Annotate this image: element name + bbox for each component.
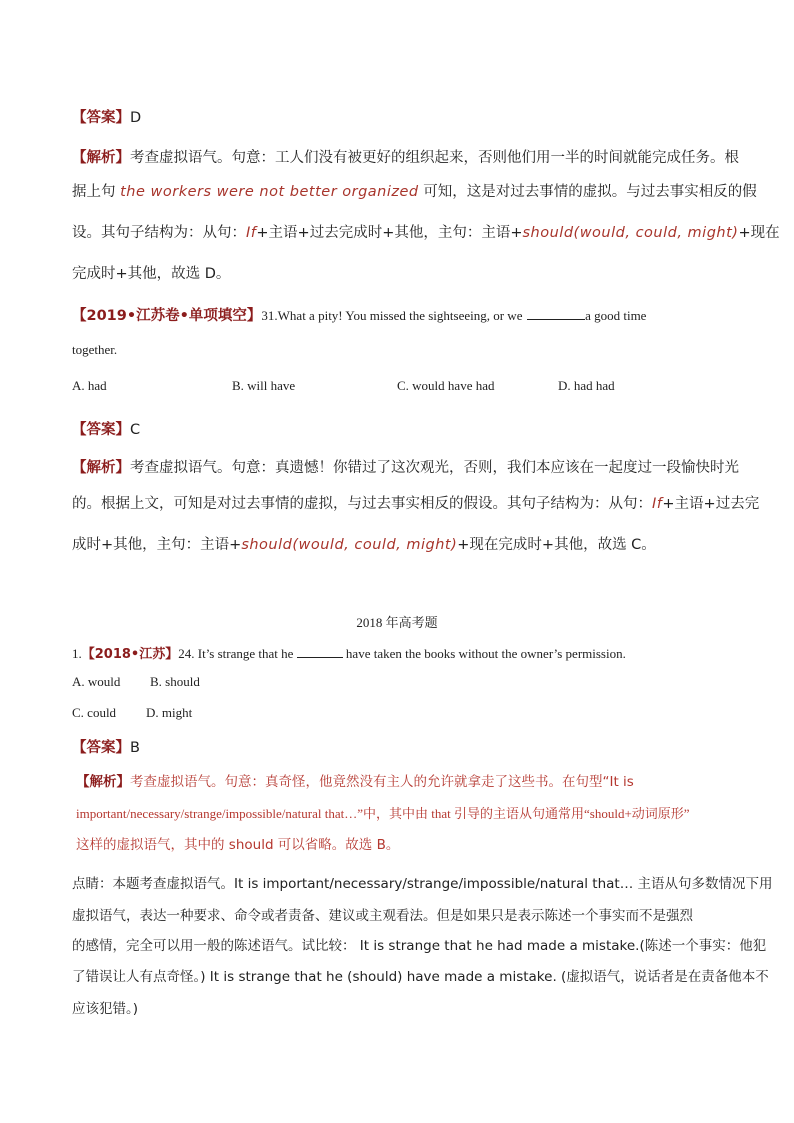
q2-question-line-2: [72, 342, 117, 358]
q2-options: [72, 378, 732, 398]
modal-keywords: should(would, could, might): [241, 537, 458, 553]
q1-analysis-line-4: [72, 262, 230, 283]
answer-value: B: [130, 740, 140, 756]
option-d: D. might: [146, 705, 193, 720]
modal-keywords: should(would, could, might): [522, 225, 739, 241]
option-a: A. had: [72, 378, 107, 393]
answer-value: D: [130, 110, 142, 126]
tip-line-5: [72, 997, 138, 1017]
answer-tag: 【答案】: [72, 740, 130, 756]
analysis-tag: 【解析】: [76, 774, 130, 790]
option-c: C. would have had: [397, 378, 495, 393]
analysis-text: +主语+过去完: [662, 496, 760, 512]
q2-answer-line: [72, 418, 140, 439]
analysis-text: important/necessary/strange/impossible/natural that…”中，其中由 that 引导的主语从句通常用“should+动词原形”: [76, 806, 690, 821]
tip-text: 点睛：本题考查虚拟语气。It is important/necessary/strange/impossible/natural that… 主语从句多数情况下用: [72, 876, 773, 892]
option-b: B. will have: [232, 378, 296, 393]
option-d: D. had had: [558, 378, 615, 393]
analysis-text: 这样的虚拟语气，其中的 should 可以省略。故选 B。: [76, 837, 400, 853]
tip-line-2: [72, 904, 693, 924]
question-text: have taken the books without the owner’s permission.: [345, 646, 626, 661]
q2-analysis-line-2: [72, 492, 759, 513]
q2-analysis-line-1: [72, 456, 739, 477]
answer-blank: [527, 318, 585, 320]
question-text: 31.What a pity! You missed the sightseeing, or we: [261, 308, 523, 323]
if-keyword: If: [652, 496, 663, 512]
q1-analysis-line-1: [72, 146, 739, 167]
q3-analysis-line-2: [76, 803, 690, 822]
quoted-sentence: the workers were not better organized: [120, 184, 419, 200]
q3-options-row-1: [72, 674, 372, 694]
question-text: 24. It’s strange that he: [178, 646, 294, 661]
answer-value: C: [130, 422, 141, 438]
analysis-text: 完成时+其他，故选 D。: [72, 266, 231, 282]
q1-answer-line: [72, 106, 141, 127]
question-text: together.: [72, 342, 118, 357]
analysis-tag: 【解析】: [72, 460, 130, 476]
analysis-text: 据上句: [72, 184, 121, 200]
question-text: a good time: [585, 308, 647, 323]
analysis-text: 可知，这是对过去事情的虚拟。与过去事实相反的假: [418, 184, 757, 200]
analysis-text: 考查虚拟语气。句意：工人们没有被更好的组织起来，否则他们用一半的时间就能完成任务。根: [130, 150, 739, 166]
q3-options-row-2: [72, 705, 372, 725]
analysis-text: 成时+其他，主句：主语+: [72, 537, 242, 553]
answer-tag: 【答案】: [72, 422, 130, 438]
tip-text: 的感情，完全可以用一般的陈述语气。试比较： It is strange that he had made a mistake.(陈述一个事实：他犯: [72, 938, 767, 954]
option-c: C. could: [72, 705, 117, 720]
question-number: 1.: [72, 646, 82, 661]
analysis-text: 考查虚拟语气。句意：真遗憾！你错过了这次观光，否则，我们本应该在一起度过一段愉快时光: [130, 460, 739, 476]
if-keyword: If: [246, 225, 257, 241]
q3-analysis-line-3: [76, 833, 399, 853]
option-a: A. would: [72, 674, 121, 689]
q1-analysis-line-3: [72, 221, 780, 242]
analysis-text: +主语+过去完成时+其他，主句：主语+: [256, 225, 523, 241]
analysis-text: 的。根据上文，可知是对过去事情的虚拟，与过去事实相反的假设。其句子结构为：从句：: [72, 496, 652, 512]
source-tag: 【2019•江苏卷•单项填空】: [72, 308, 262, 324]
tip-line-1: [72, 872, 773, 892]
analysis-text: +现在完成时+其他，故选 C。: [457, 537, 656, 553]
tip-text: 了错误让人有点奇怪。) It is strange that he (should) have made a mistake. (虚拟语气，说话者是在责备他本不: [72, 969, 769, 985]
q3-question-line: [72, 643, 626, 662]
tip-line-4: [72, 965, 769, 985]
answer-tag: 【答案】: [72, 110, 130, 126]
analysis-text: 考查虚拟语气。句意：真奇怪，他竟然没有主人的允许就拿走了这些书。在句型“It is: [130, 774, 634, 790]
q2-analysis-line-3: [72, 533, 656, 554]
q3-analysis-line-1: [76, 770, 634, 790]
tip-text: 虚拟语气，表达一种要求、命令或者责备、建议或主观看法。但是如果只是表示陈述一个事实而不是强烈: [72, 908, 693, 924]
tip-text: 应该犯错。): [72, 1001, 139, 1017]
tip-line-3: [72, 934, 766, 954]
option-b: B. should: [150, 674, 200, 689]
q2-question-line-1: [72, 304, 646, 325]
answer-blank: [297, 656, 343, 658]
section-title: 2018 年高考题: [356, 615, 438, 630]
analysis-text: 设。其句子结构为：从句：: [72, 225, 246, 241]
q1-analysis-line-2: [72, 180, 757, 201]
analysis-text: +现在: [738, 225, 780, 241]
analysis-tag: 【解析】: [72, 150, 130, 166]
q3-answer-line: [72, 736, 140, 757]
source-tag: 【2018•江苏】: [81, 647, 179, 662]
